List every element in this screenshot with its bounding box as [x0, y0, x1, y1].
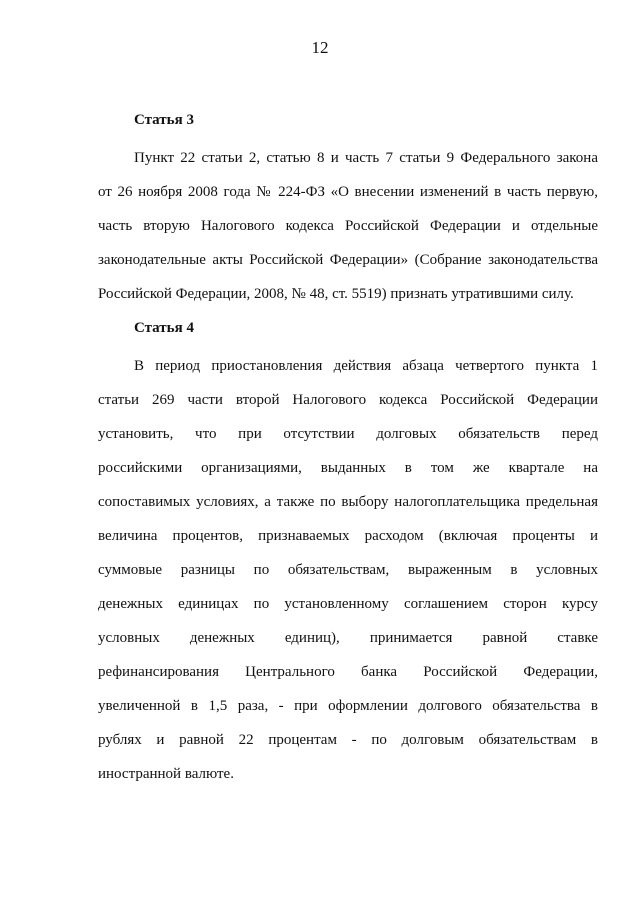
article-4-line: денежных единицах по установленному соглашением сторон курсу: [98, 596, 598, 612]
article-3-heading: Статья 3: [134, 112, 194, 128]
article-3-line: законодательные акты Российской Федерации» (Собрание законодательства: [98, 252, 598, 268]
article-4-heading: Статья 4: [134, 320, 194, 336]
article-3-line: Пункт 22 статьи 2, статью 8 и часть 7 статьи 9 Федерального закона: [134, 150, 598, 166]
article-4-line: иностранной валюте.: [98, 766, 234, 782]
article-3-line: от 26 ноября 2008 года № 224-ФЗ «О внесении изменений в часть первую,: [98, 184, 598, 200]
article-3-line: часть вторую Налогового кодекса Российской Федерации и отдельные: [98, 218, 598, 234]
article-4-line: рефинансирования Центрального банка Российской Федерации,: [98, 664, 598, 680]
article-4-line: суммовые разницы по обязательствам, выраженным в условных: [98, 562, 598, 578]
article-4-line: условных денежных единиц), принимается равной ставке: [98, 630, 598, 646]
page-number: 12: [311, 38, 329, 57]
article-4-line: рублях и равной 22 процентам - по долговым обязательствам в: [98, 732, 598, 748]
article-3-line: Российской Федерации, 2008, № 48, ст. 5519) признать утратившими силу.: [98, 286, 574, 302]
article-4-line: В период приостановления действия абзаца четвертого пункта 1: [134, 358, 598, 374]
article-4-line: статьи 269 части второй Налогового кодекса Российской Федерации: [98, 392, 598, 408]
article-4-line: установить, что при отсутствии долговых обязательств перед: [98, 426, 598, 442]
article-4-line: сопоставимых условиях, а также по выбору налогоплательщика предельная: [98, 494, 598, 510]
article-4-line: величина процентов, признаваемых расходом (включая проценты и: [98, 528, 598, 544]
article-4-line: увеличенной в 1,5 раза, - при оформлении долгового обязательства в: [98, 698, 598, 714]
article-4-line: российскими организациями, выданных в том же квартале на: [98, 460, 598, 476]
